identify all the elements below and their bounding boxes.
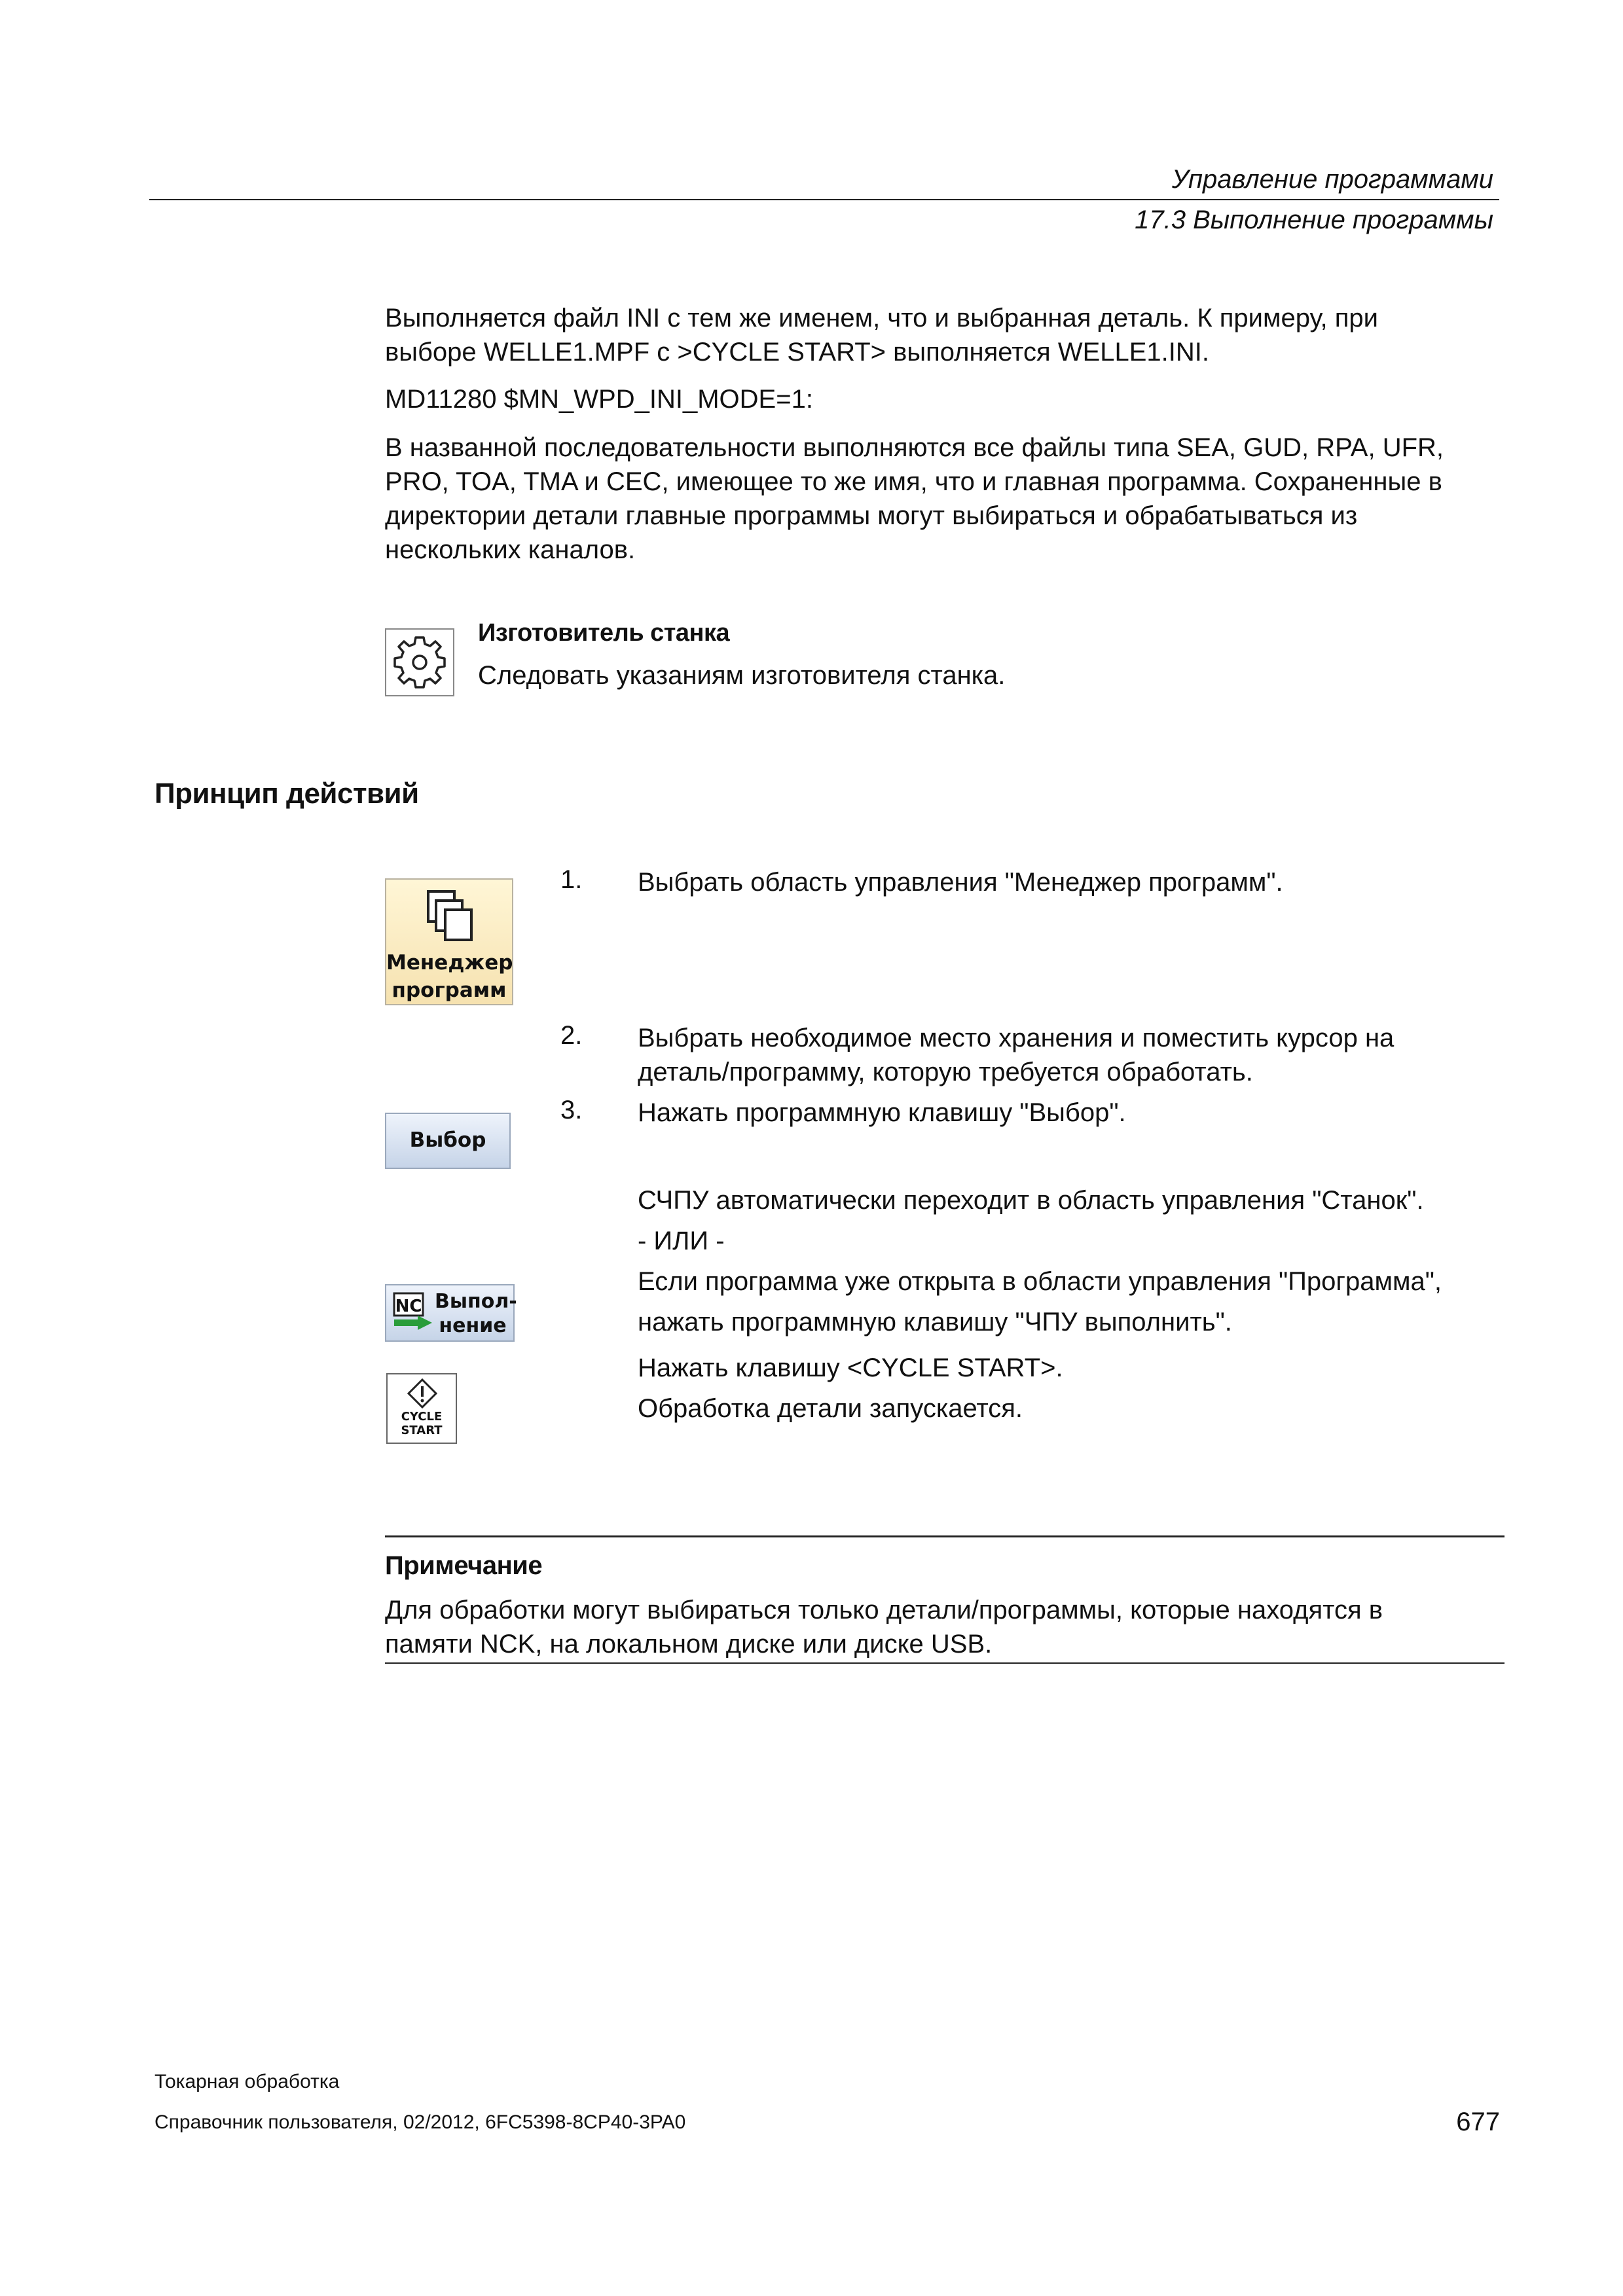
mode-line: MD11280 $MN_WPD_INI_MODE=1: (385, 385, 813, 414)
page-number: 677 (1456, 2108, 1500, 2136)
softkey-label-line: программ (392, 978, 507, 1002)
intro-line: нескольких каналов. (385, 535, 636, 564)
step-number: 1. (560, 865, 583, 894)
key-label-line: START (401, 1424, 443, 1437)
if-open-text (638, 1265, 1502, 1339)
press-start-text: Нажать клавишу <CYCLE START>. (638, 1354, 1063, 1382)
procedure-heading: Принцип действий (155, 778, 419, 810)
select-softkey (385, 1113, 511, 1169)
note-line: Для обработки могут выбираться только детали/программы, которые находятся в (385, 1596, 1383, 1624)
machining-starts-text: Обработка детали запускается. (638, 1394, 1023, 1423)
step-text (638, 1021, 1502, 1089)
softkey-label-line: Менеджер (386, 951, 513, 975)
note-top-rule (385, 1535, 1504, 1537)
nc-icon-text: NC (395, 1297, 422, 1316)
intro-paragraph-2 (385, 431, 1511, 567)
cycle-start-icon (407, 1378, 437, 1408)
program-manager-softkey (385, 878, 513, 1005)
machine-manufacturer-title: Изготовитель станка (478, 619, 730, 647)
softkey-label-line: нение (439, 1314, 507, 1337)
text-line: нажать программную клавишу "ЧПУ выполнить". (638, 1308, 1232, 1336)
auto-switch-text: СЧПУ автоматически переходит в область управления "Станок". (638, 1186, 1424, 1215)
step-line: Выбрать необходимое место хранения и поместить курсор на (638, 1024, 1395, 1052)
header-section: 17.3 Выполнение программы (1135, 206, 1493, 234)
program-manager-label (386, 949, 512, 1004)
step-number: 3. (560, 1096, 583, 1124)
note-bottom-rule (385, 1662, 1504, 1664)
intro-line: Выполняется файл INI с тем же именем, что и выбранная деталь. К примеру, при (385, 304, 1378, 332)
step-line: деталь/программу, которую требуется обработать. (638, 1058, 1253, 1086)
nc-execute-softkey (385, 1284, 515, 1342)
machine-manufacturer-box (385, 628, 454, 696)
footer-manual-info: Справочник пользователя, 02/2012, 6FC5398-8CP40-3PA0 (155, 2111, 686, 2133)
intro-line: выборе WELLE1.MPF с >CYCLE START> выполняется WELLE1.INI. (385, 338, 1210, 367)
footer-book-title: Токарная обработка (155, 2071, 340, 2092)
key-label-line: CYCLE (401, 1410, 443, 1424)
cycle-start-label (388, 1410, 456, 1437)
intro-line: директории детали главные программы могут выбираться и обрабатываться из (385, 501, 1358, 530)
header-chapter: Управление программами (1171, 165, 1493, 194)
program-manager-icon (426, 889, 475, 942)
nc-execute-label (435, 1289, 517, 1338)
note-title: Примечание (385, 1551, 543, 1580)
header-divider (149, 199, 1499, 200)
select-label: Выбор (409, 1128, 486, 1152)
intro-line: PRO, TOA, TMA и CEC, имеющее то же имя, что и главная программа. Сохраненные в (385, 467, 1442, 496)
cycle-start-key (386, 1373, 457, 1444)
machine-manufacturer-text: Следовать указаниям изготовителя станка. (478, 661, 1006, 690)
step-text: Нажать программную клавишу "Выбор". (638, 1098, 1126, 1127)
intro-paragraph-1 (385, 301, 1511, 369)
or-text: - ИЛИ - (638, 1227, 725, 1255)
step-number: 2. (560, 1021, 583, 1050)
softkey-label-line: Выпол- (435, 1290, 517, 1313)
text-line: Если программа уже открыта в области управления "Программа", (638, 1267, 1442, 1296)
note-line: памяти NCK, на локальном диске или диске USB. (385, 1630, 993, 1659)
step-text: Выбрать область управления "Менеджер программ". (638, 868, 1283, 897)
note-text (385, 1593, 1511, 1661)
gear-icon (386, 630, 453, 695)
nc-execute-icon (393, 1292, 435, 1335)
intro-line: В названной последовательности выполняются все файлы типа SEA, GUD, RPA, UFR, (385, 433, 1444, 462)
